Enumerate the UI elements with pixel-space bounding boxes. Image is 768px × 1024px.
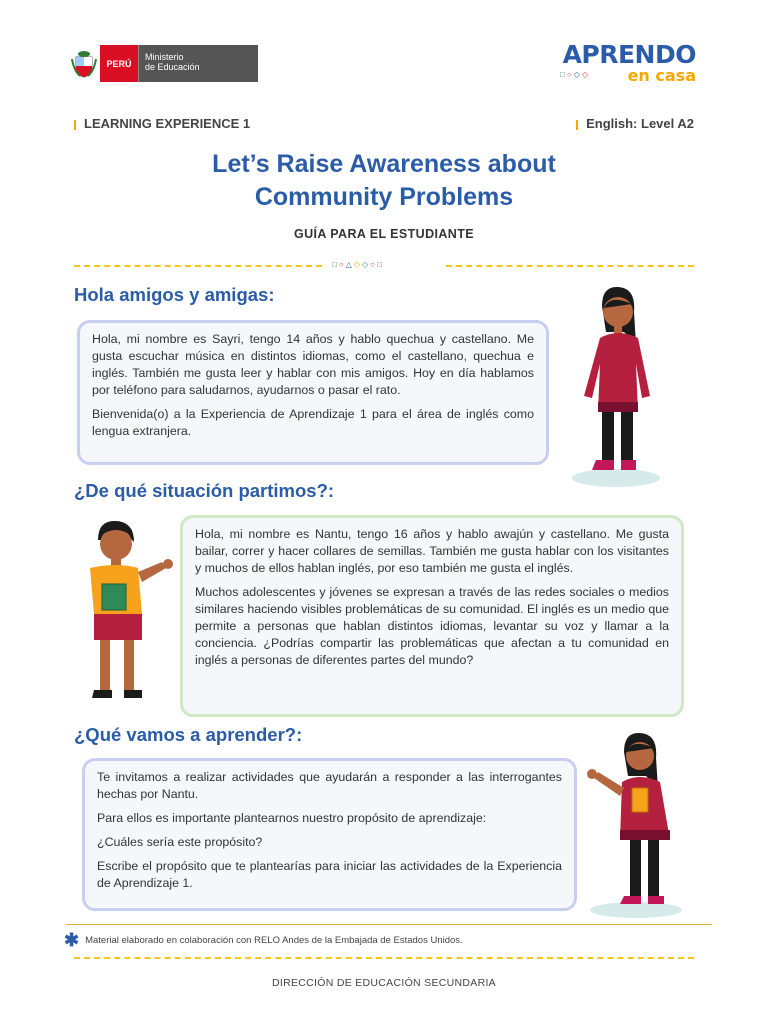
ministry-line2: de Educación <box>145 62 200 72</box>
ministry-logo <box>68 45 258 82</box>
paragraph: Bienvenida(o) a la Experiencia de Aprendizaje 1 para el área de inglés como lengua extranjera. <box>92 407 534 438</box>
title-line2: Community Problems <box>254 183 514 211</box>
paragraph: ¿Cuáles sería este propósito? <box>97 835 263 849</box>
section-heading-learning: ¿Qué vamos a aprender?: <box>74 724 303 745</box>
shapes-divider-icon: □○△◇◇○□ <box>332 260 384 269</box>
nantu-boy-illustration <box>76 518 180 712</box>
nantu-message-box <box>180 515 684 717</box>
peru-label: PERÚ <box>100 45 138 82</box>
page-title <box>0 148 768 214</box>
ministry-line1: Ministerio <box>145 52 184 62</box>
paragraph: Para ellos es importante plantearnos nuestro propósito de aprendizaje: <box>97 811 487 825</box>
learning-purpose-box <box>82 758 577 911</box>
girl-with-book-illustration <box>584 730 694 920</box>
experience-text: LEARNING EXPERIENCE 1 <box>84 116 251 131</box>
page-subtitle: GUÍA PARA EL ESTUDIANTE <box>293 227 475 241</box>
section-heading-greeting: Hola amigos y amigas: <box>74 284 275 305</box>
footer-dashed-divider <box>74 957 694 959</box>
shapes-decoration-icon: □○◇◇ <box>560 70 590 79</box>
level-text: English: Level A2 <box>586 116 694 131</box>
title-line1: Let’s Raise Awareness about <box>212 150 556 178</box>
ministry-name <box>138 45 258 82</box>
aprendo-en-casa-logo <box>560 42 696 86</box>
divider-bar-icon <box>74 120 76 130</box>
paragraph: Escribe el propósito que te plantearías para iniciar las actividades de la Experiencia de Aprendizaje 1. <box>97 859 562 890</box>
section-heading-situation: ¿De qué situación partimos?: <box>74 480 335 501</box>
footnote <box>64 930 463 951</box>
paragraph: Hola, mi nombre es Sayri, tengo 14 años y hablo quechua y castellano. Me gusta escuchar música en distintos idiomas, como el castellano, quechua e inglés. También me gusta leer y hablar con mis amigos. Hoy en día hablamos por teléfono para saludarnos, ayudarnos o pasar el rato. <box>92 332 534 397</box>
divider-bar-icon <box>576 120 578 130</box>
coat-of-arms-icon <box>68 45 100 82</box>
level-label <box>576 116 694 131</box>
paragraph: Te invitamos a realizar actividades que ayudarán a responder a las interrogantes hechas por Nantu. <box>97 770 562 801</box>
footnote-text: Material elaborado en colaboración con RELO Andes de la Embajada de Estados Unidos. <box>85 935 463 947</box>
paragraph: Muchos adolescentes y jóvenes se expresan a través de las redes sociales o medios similares haciendo visibles problemáticas de su comunidad. El inglés es un medio que permite a personas que hablan distintos idiomas, levantar su voz y llamar a la conciencia. ¿Podrías compartir las problemáticas que afectan a tu comunidad en inglés a personas de diferentes partes del mundo? <box>195 585 669 667</box>
asterisk-icon: ✱ <box>64 930 80 950</box>
footer-direction: DIRECCIÓN DE EDUCACIÓN SECUNDARIA <box>271 977 496 989</box>
experience-label <box>74 116 250 131</box>
brand-line2: en casa <box>627 66 696 85</box>
footer-divider <box>66 924 712 925</box>
paragraph: Hola, mi nombre es Nantu, tengo 16 años y hablo awajún y castellano. Me gusta bailar, correr y hacer collares de semillas. También me gusta hablar con los visitantes y muchos de ellos hablan inglés, por eso también me gusta el inglés. <box>195 527 669 575</box>
sayri-girl-illustration <box>566 284 666 489</box>
decorative-divider <box>74 260 694 269</box>
sayri-message-box <box>77 320 549 465</box>
brand-line1: APRENDO <box>562 40 696 69</box>
